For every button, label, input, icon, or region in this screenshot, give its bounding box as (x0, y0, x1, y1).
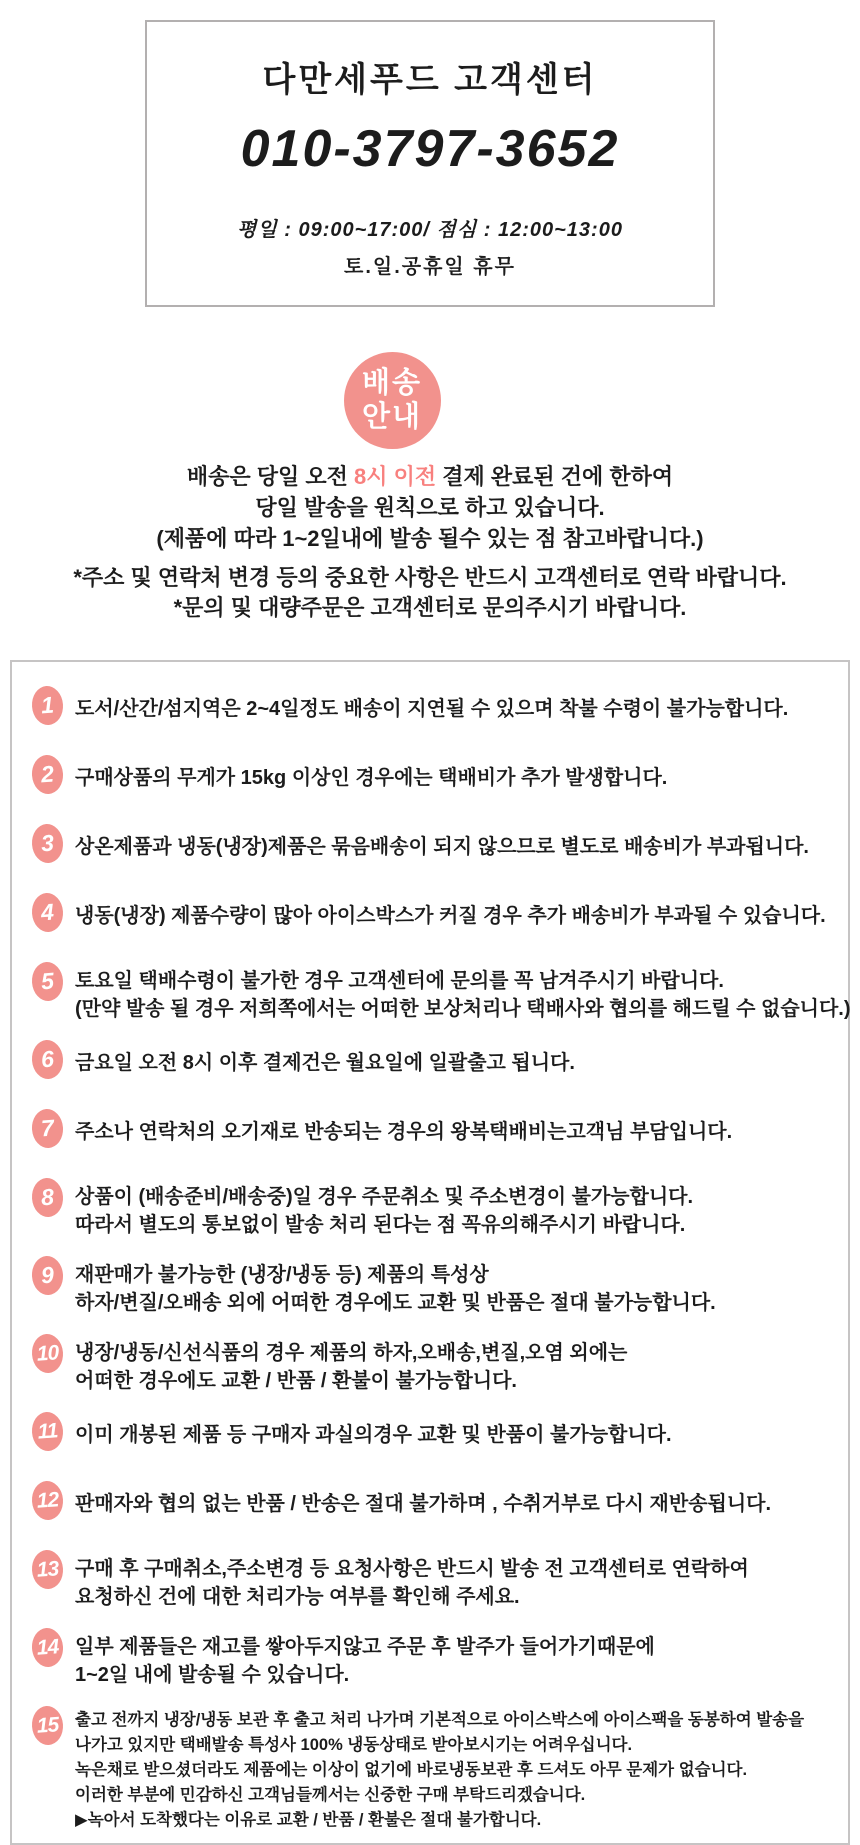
notice-line: 출고 전까지 냉장/냉동 보관 후 출고 처리 나가며 기본적으로 아이스박스에 아이스팩을 동봉하여 발송을 (75, 1711, 805, 1729)
intro-line-1-post: 결제 완료된 건에 한하여 (436, 464, 674, 489)
intro-note-1: *주소 및 연락처 변경 등의 중요한 사항은 반드시 고객센터로 연락 바랍니다. (73, 565, 787, 590)
notice-number-badge: 6 (31, 1039, 65, 1080)
notice-line: 일부 제품들은 재고를 쌓아두지않고 주문 후 발주가 들어가기때문에 (75, 1636, 655, 1658)
notice-line: 금요일 오전 8시 이후 결제건은 월요일에 일괄출고 됩니다. (75, 1052, 575, 1074)
notice-text (75, 824, 809, 861)
notice-number-badge: 11 (31, 1411, 65, 1452)
intro-line-1 (0, 461, 860, 492)
notice-number-badge: 4 (31, 892, 65, 933)
notice-text (75, 1550, 749, 1611)
notice-text (75, 686, 788, 723)
notice-line: 하자/변질/오배송 외에 어떠한 경우에도 교환 및 반품은 절대 불가능합니다. (75, 1292, 716, 1314)
notice-item (32, 1334, 834, 1395)
notice-line: 어떠한 경우에도 교환 / 반품 / 환불이 불가능합니다. (75, 1370, 517, 1392)
notice-line: 요청하신 건에 대한 처리가능 여부를 확인해 주세요. (75, 1586, 520, 1608)
notice-line: (만약 발송 될 경우 저희쪽에서는 어떠한 보상처리나 택배사와 협의를 해드릴 수 없습니다.) (75, 998, 851, 1020)
intro-line-1-pre: 배송은 당일 오전 (186, 464, 354, 489)
notice-item (32, 962, 851, 1023)
closed-days: 토.일.공휴일 휴무 (344, 256, 516, 278)
notice-number-badge: 2 (31, 754, 65, 795)
notice-line: 1~2일 내에 발송될 수 있습니다. (75, 1664, 350, 1686)
shipping-info-page (0, 20, 860, 1829)
notice-number-badge: 15 (31, 1705, 65, 1746)
notice-text (75, 1628, 655, 1689)
notice-text (75, 1334, 627, 1395)
notice-number-badge: 5 (31, 961, 65, 1002)
notice-line: 주소나 연락처의 오기재로 반송되는 경우의 왕복택배비는고객님 부담입니다. (75, 1121, 733, 1143)
notice-item (32, 1706, 834, 1833)
notice-item (32, 1040, 834, 1079)
notice-item (32, 1628, 834, 1689)
notice-line: 도서/산간/섬지역은 2~4일정도 배송이 지연될 수 있으며 착불 수령이 불가능합니다. (75, 698, 789, 720)
notice-line: 이미 개봉된 제품 등 구매자 과실의경우 교환 및 반품이 불가능합니다. (75, 1424, 672, 1446)
notice-line: 구매상품의 무게가 15kg 이상인 경우에는 택배비가 추가 발생합니다. (75, 767, 668, 789)
notice-number-badge: 9 (31, 1255, 65, 1296)
intro-line-2: 당일 발송을 원칙으로 하고 있습니다. (255, 495, 605, 520)
notice-number-badge: 14 (31, 1627, 65, 1668)
notice-number-badge: 13 (31, 1549, 65, 1590)
notice-line: 판매자와 협의 없는 반품 / 반송은 절대 불가하며 , 수취거부로 다시 재반송됩니다. (75, 1493, 772, 1515)
notice-item (32, 755, 834, 794)
intro-line-3: (제품에 따라 1~2일내에 발송 될수 있는 점 참고바랍니다.) (156, 526, 704, 551)
notice-text (75, 1178, 693, 1239)
customer-center-title: 다만세푸드 고객센터 (262, 61, 598, 99)
notice-line: 토요일 택배수령이 불가한 경우 고객센터에 문의를 꼭 남겨주시기 바랍니다. (75, 970, 724, 992)
notice-item (32, 1550, 834, 1611)
notice-text (75, 755, 667, 792)
shipping-intro-notes (0, 563, 860, 623)
notice-line: 따라서 별도의 통보없이 발송 처리 된다는 점 꼭유의해주시기 바랍니다. (75, 1214, 686, 1236)
notice-text (75, 893, 826, 930)
notice-text (75, 962, 851, 1023)
notice-item (32, 1481, 834, 1520)
notice-number-badge: 1 (31, 685, 65, 726)
notice-text (75, 1706, 804, 1833)
notice-text (75, 1481, 771, 1518)
business-hours: 평일 : 09:00~17:00/ 점심 : 12:00~13:00 (237, 219, 623, 241)
notice-line: 녹은채로 받으셨더라도 제품에는 이상이 없기에 바로냉동보관 후 드셔도 아무 문제가 없습니다. (75, 1761, 748, 1779)
shipping-notice-box (10, 660, 850, 1845)
intro-note-2: *문의 및 대량주문은 고객센터로 문의주시기 바랍니다. (173, 595, 687, 620)
notice-text (75, 1412, 672, 1449)
notice-text (75, 1109, 732, 1146)
notice-line: 냉동(냉장) 제품수량이 많아 아이스박스가 커질 경우 추가 배송비가 부과될 수 있습니다. (75, 905, 826, 927)
notice-item (32, 686, 834, 725)
notice-text (75, 1256, 716, 1317)
notice-item (32, 824, 834, 863)
notice-number-badge: 10 (31, 1333, 65, 1374)
notice-list (32, 686, 851, 1833)
shipping-intro (0, 461, 860, 554)
intro-line-1-highlight: 8시 이전 (354, 464, 437, 489)
notice-number-badge: 12 (31, 1480, 65, 1521)
notice-line: 구매 후 구매취소,주소변경 등 요청사항은 반드시 발송 전 고객센터로 연락하여 (75, 1558, 749, 1580)
notice-line: 상품이 (배송준비/배송중)일 경우 주문취소 및 주소변경이 불가능합니다. (75, 1186, 694, 1208)
notice-number-badge: 8 (31, 1177, 65, 1218)
badge-line-2: 안내 (361, 400, 423, 433)
notice-line: 상온제품과 냉동(냉장)제품은 묶음배송이 되지 않으므로 별도로 배송비가 부과됩니다. (75, 836, 809, 858)
notice-item (32, 1178, 834, 1239)
notice-item (32, 1109, 834, 1148)
customer-center-phone: 010-3797-3652 (240, 120, 620, 178)
notice-item (32, 893, 834, 932)
notice-line: 나가고 있지만 택배발송 특성사 100% 냉동상태로 받아보시기는 어려우십니다. (75, 1736, 633, 1754)
customer-center-box (145, 20, 715, 307)
notice-line: 냉장/냉동/신선식품의 경우 제품의 하자,오배송,변질,오염 외에는 (75, 1342, 628, 1364)
shipping-info-badge (344, 352, 441, 449)
notice-item (32, 1412, 834, 1451)
notice-number-badge: 7 (31, 1108, 65, 1149)
notice-line: ▶녹아서 도착했다는 이유로 교환 / 반품 / 환불은 절대 불가합니다. (75, 1811, 542, 1829)
notice-text (75, 1040, 575, 1077)
notice-line: 이러한 부분에 민감하신 고객님들께서는 신중한 구매 부탁드리겠습니다. (75, 1786, 586, 1804)
notice-item (32, 1256, 834, 1317)
notice-line: 재판매가 불가능한 (냉장/냉동 등) 제품의 특성상 (75, 1264, 489, 1286)
badge-line-1: 배송 (361, 367, 423, 400)
notice-number-badge: 3 (31, 823, 65, 864)
